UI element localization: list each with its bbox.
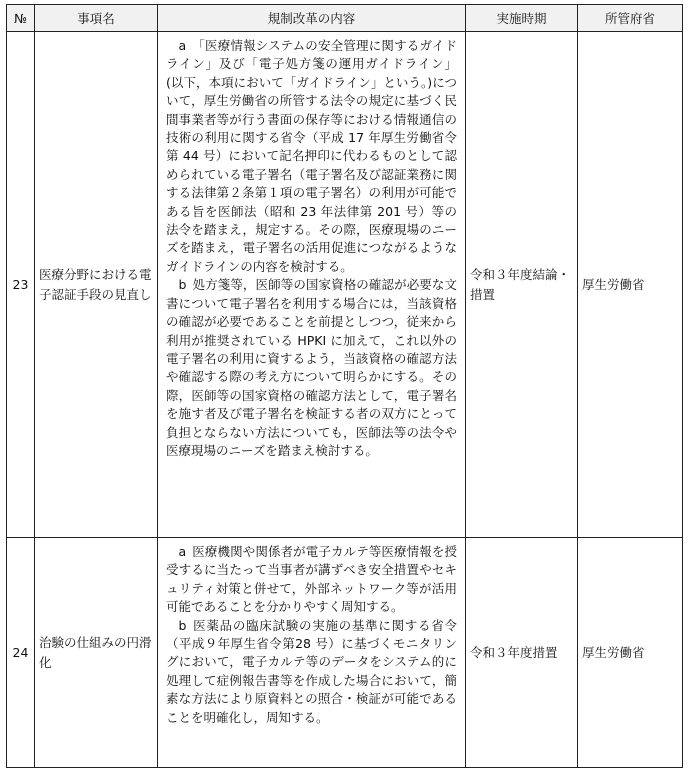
paragraph-text: 医薬品の臨床試験の実施の基準に関する省令（平成９年厚生省令第28 号）に基づくモニタリングにおいて，電子カルテ等のデータをシステム的に処理して症例報告書等を作成した場合において，簡素な方法により原資料との照合・検証が可能であることを明確化し，周知する。 — [166, 617, 457, 725]
implementation-period: 令和３年度結論・措置 — [466, 32, 578, 538]
header-reform-content: 規制改革の内容 — [158, 5, 466, 32]
item-name: 治験の仕組みの円滑化 — [35, 538, 158, 768]
paragraph-mark: b — [178, 617, 187, 633]
reform-content — [158, 32, 466, 538]
paragraph-text: 処方箋等，医師等の国家資格の確認が必要な文書について電子署名を利用する場合には，当該資格の確認が必要であることを前提としつつ，従来から利用が推奨されている HPKI に加えて，これ以外の電子署名の利用に資するよう，当該資格の確認方法や確認する際の考え方について明らかにする。その際，医師等の国家資格の確認方法として，電子署名を施す者及び電子署名を検証する者の双方にとって負担とならない方法についても，医師法等の法令や医療現場のニーズを踏まえ検討する。 — [166, 277, 457, 458]
header-implementation-period: 実施時期 — [466, 5, 578, 32]
table-row — [7, 32, 683, 538]
paragraph-mark: a — [178, 544, 187, 559]
header-no: № — [7, 5, 35, 32]
table-row — [7, 538, 683, 768]
ministry: 厚生労働省 — [578, 538, 683, 768]
paragraph-mark: b — [178, 277, 187, 293]
item-name: 医療分野における電子認証手段の見直し — [35, 32, 158, 538]
table-header-row — [7, 5, 683, 32]
implementation-period: 令和３年度措置 — [466, 538, 578, 768]
ministry: 厚生労働省 — [578, 32, 683, 538]
row-number: 23 — [7, 32, 35, 538]
paragraph-mark: a — [178, 38, 187, 53]
header-ministry: 所管府省 — [578, 5, 683, 32]
regulatory-reform-table — [6, 4, 683, 768]
paragraph-text: 医療機関や関係者が電子カルテ等医療情報を授受するに当たって当事者が講ずべき安全措置やセキュリティ対策と併せて，外部ネットワーク等が活用可能であることを分かりやすく周知する。 — [166, 544, 457, 615]
paragraph-text: 「医療情報システムの安全管理に関するガイドライン」及び「電子処方箋の運用ガイドライン」(以下，本項において「ガイドライン」という。)について，厚生労働省の所管する法令の規定に基づく民間事業者等が行う書面の保存等における情報通信の技術の利用に関する省令（平成 17 年厚生労働省令第 44 号）において記名押印に代わるものとして認められている電子署名（電子署名及び認証業務に関する法律第２条第１項の電子署名）の利用が可能である旨を医師法（昭和 23 年法律第 201 号）等の法令を踏まえ，規定する。その際，医療現場のニーズを踏まえ，電子署名の活用促進につながるようなガイドラインの内容を検討する。 — [166, 38, 457, 274]
reform-content — [158, 538, 466, 768]
content-paragraph — [166, 276, 457, 460]
content-paragraph — [166, 617, 457, 727]
header-item-name: 事項名 — [35, 5, 158, 32]
content-paragraph — [166, 37, 457, 276]
row-number: 24 — [7, 538, 35, 768]
content-paragraph — [166, 543, 457, 617]
